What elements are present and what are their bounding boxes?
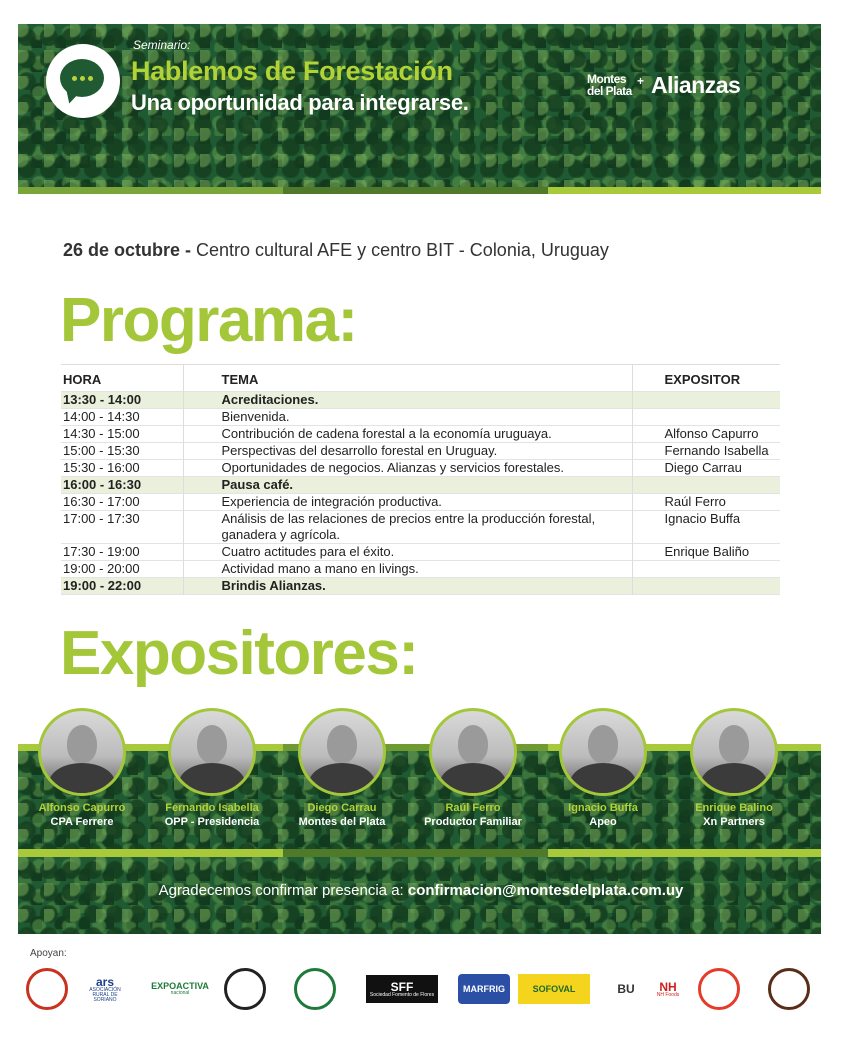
table-row: [61, 578, 780, 595]
cell-hora: 16:30 - 17:00: [61, 494, 183, 511]
table-header-row: [61, 365, 780, 392]
speaker-card: [277, 708, 407, 828]
sponsor-logo: BU: [617, 982, 635, 996]
header-stripe: [18, 187, 821, 194]
montes-del-plata-logo: Montes del Plata: [587, 72, 632, 98]
confirm-line: [0, 882, 842, 899]
cell-tema: Actividad mano a mano en livings.: [183, 561, 632, 578]
cell-tema: Experiencia de integración productiva.: [183, 494, 632, 511]
speaker-photo: [429, 708, 517, 796]
sponsor-logo: MARFRIG: [458, 974, 510, 1004]
cell-expositor: [632, 561, 780, 578]
speaker-photo: [168, 708, 256, 796]
header-title: Hablemos de Forestación: [131, 56, 453, 86]
cell-hora: 13:30 - 14:00: [61, 392, 183, 409]
speaker-org: Apeo: [589, 816, 617, 828]
sponsor-logo: SFF Sociedad Fomento de Flores: [366, 975, 438, 1003]
cell-expositor: [632, 409, 780, 426]
cell-tema: Análisis de las relaciones de precios entre la producción forestal, ganadera y agrícola.: [183, 511, 632, 544]
table-row: [61, 460, 780, 477]
cell-tema: Oportunidades de negocios. Alianzas y servicios forestales.: [183, 460, 632, 477]
cell-tema: Brindis Alianzas.: [183, 578, 632, 595]
sponsor-logo: SOFOVAL: [518, 974, 590, 1004]
speaker-card: [538, 708, 668, 828]
alianzas-logo: Alianzas: [651, 72, 741, 98]
speaker-org: CPA Ferrere: [50, 816, 114, 828]
speaker-card: [147, 708, 277, 828]
cell-tema: Cuatro actitudes para el éxito.: [183, 544, 632, 561]
confirm-email-link[interactable]: confirmacion@montesdelplata.com.uy: [407, 882, 684, 899]
table-row: [61, 426, 780, 443]
confirm-text: Agradecemos confirmar presencia a:: [158, 882, 408, 899]
cell-expositor: [632, 578, 780, 595]
cell-expositor: [632, 477, 780, 494]
sponsor-logo: NH NH Foods: [656, 979, 680, 998]
table-row: [61, 511, 780, 544]
cell-tema: Contribución de cadena forestal a la economía uruguaya.: [183, 426, 632, 443]
speaker-photo: [38, 708, 126, 796]
program-table: [61, 364, 780, 595]
speaker-name: Fernando Isabella: [165, 802, 259, 814]
sponsor-logo: [698, 968, 740, 1010]
cell-tema: Pausa café.: [183, 477, 632, 494]
event-date: 26 de octubre -: [63, 240, 192, 260]
column-header-tema: TEMA: [183, 365, 632, 392]
speaker-card: [669, 708, 799, 828]
cell-hora: 14:00 - 14:30: [61, 409, 183, 426]
cell-hora: 15:00 - 15:30: [61, 443, 183, 460]
cell-hora: 17:30 - 19:00: [61, 544, 183, 561]
header-subtitle: Una oportunidad para integrarse.: [131, 90, 469, 115]
program-title: Programa:: [60, 286, 357, 355]
sponsor-logo: [224, 968, 266, 1010]
table-row: [61, 443, 780, 460]
table-row: [61, 561, 780, 578]
speaker-name: Diego Carrau: [307, 802, 377, 814]
speaker-name: Ignacio Buffa: [568, 802, 638, 814]
event-location: Centro cultural AFE y centro BIT - Colonia, Uruguay: [191, 240, 609, 260]
cell-hora: 15:30 - 16:00: [61, 460, 183, 477]
speaker-card: [408, 708, 538, 828]
cell-expositor: [632, 392, 780, 409]
speaker-name: Raúl Ferro: [445, 802, 501, 814]
table-row: [61, 544, 780, 561]
column-header-expositor: EXPOSITOR: [664, 372, 741, 387]
table-row: [61, 494, 780, 511]
cell-tema: Bienvenida.: [183, 409, 632, 426]
speaker-name: Alfonso Capurro: [38, 802, 126, 814]
cell-expositor: Diego Carrau: [664, 460, 742, 475]
cell-tema: Perspectivas del desarrollo forestal en Uruguay.: [183, 443, 632, 460]
cell-hora: 19:00 - 20:00: [61, 561, 183, 578]
header-kicker: Seminario:: [133, 38, 191, 52]
sponsor-logo: EXPOACTIVA nacional: [151, 981, 209, 996]
sponsor-logo: [768, 968, 810, 1010]
speaker-org: Productor Familiar: [424, 816, 522, 828]
speaker-card: [17, 708, 147, 828]
speakers-bottom-stripe: [18, 849, 821, 857]
event-date-location: [63, 240, 609, 261]
cell-hora: 14:30 - 15:00: [61, 426, 183, 443]
cell-hora: 17:00 - 17:30: [61, 511, 183, 544]
cell-expositor: Enrique Baliño: [664, 544, 750, 559]
cell-hora: 16:00 - 16:30: [61, 477, 183, 494]
speaker-photo: [559, 708, 647, 796]
table-row: [61, 477, 780, 494]
table-row: [61, 409, 780, 426]
speaker-photo: [690, 708, 778, 796]
cell-expositor: Alfonso Capurro: [664, 426, 759, 441]
plus-icon: +: [637, 74, 645, 88]
table-row: [61, 392, 780, 409]
speaker-photo: [298, 708, 386, 796]
cell-expositor: Fernando Isabella: [664, 443, 769, 458]
speaker-org: Montes del Plata: [298, 816, 386, 828]
chat-logo-icon: [46, 44, 120, 118]
cell-expositor: Ignacio Buffa: [664, 511, 741, 526]
sponsors-label: Apoyan:: [30, 948, 67, 959]
cell-hora: 19:00 - 22:00: [61, 578, 183, 595]
speaker-org: OPP - Presidencia: [164, 816, 260, 828]
sponsor-logo: [294, 968, 336, 1010]
cell-tema: Acreditaciones.: [183, 392, 632, 409]
sponsor-logo: ars ASOCIACIÓN RURAL DE SORIANO: [89, 974, 121, 1003]
column-header-hora: HORA: [61, 365, 183, 392]
sponsor-logo: [26, 968, 68, 1010]
speaker-name: Enrique Balino: [695, 802, 773, 814]
speakers-title: Expositores:: [60, 619, 418, 688]
speaker-org: Xn Partners: [703, 816, 765, 828]
cell-expositor: Raúl Ferro: [664, 494, 726, 509]
